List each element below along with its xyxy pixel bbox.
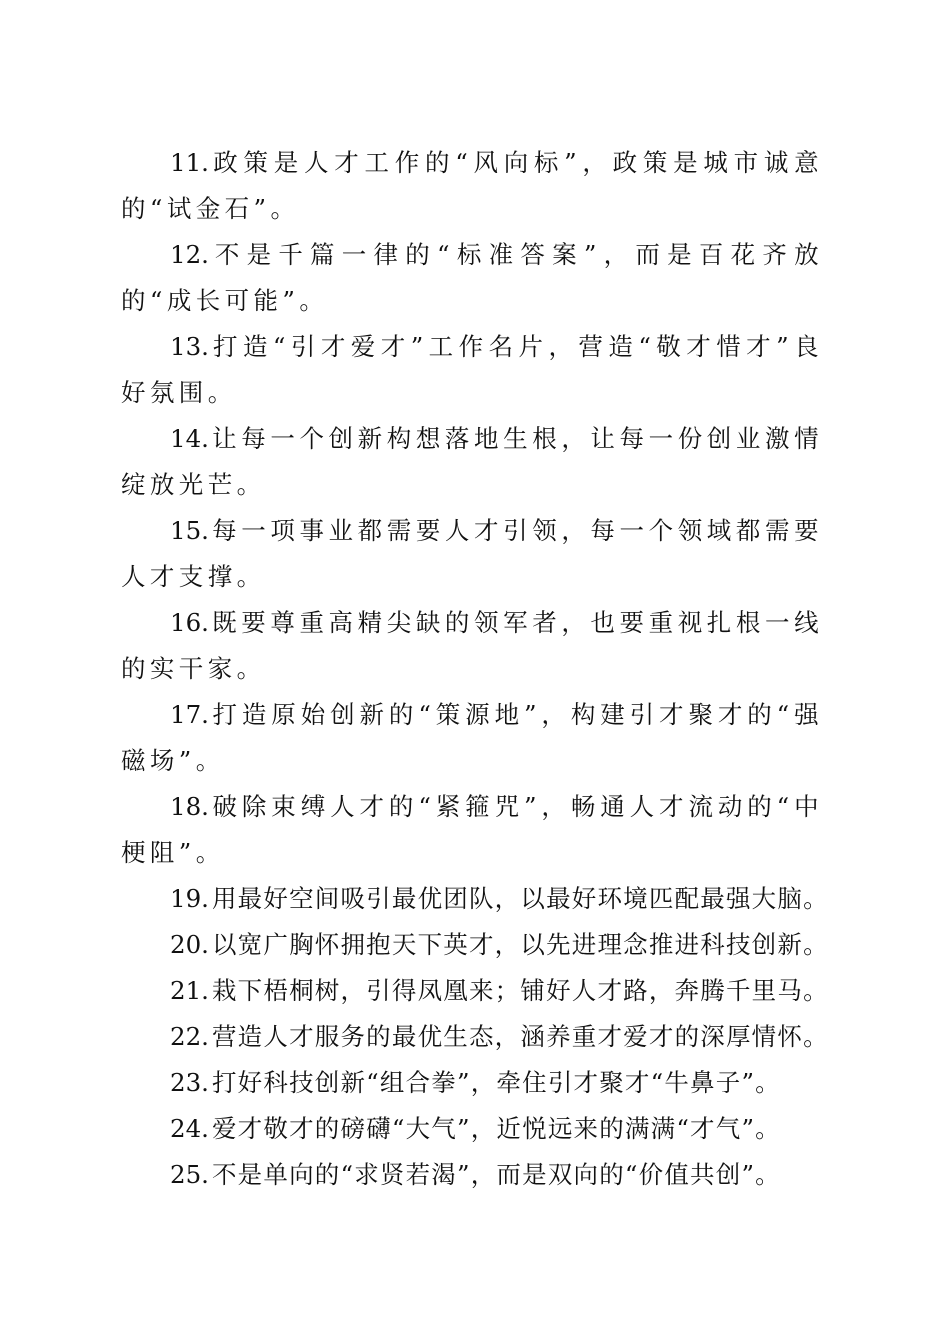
- item-number: 11.: [170, 148, 209, 177]
- item-text: 打造原始创新的“策源地”，构建引才聚才的“强磁场”。: [121, 700, 823, 775]
- item-number: 16.: [170, 608, 209, 637]
- item-number: 18.: [170, 792, 209, 821]
- item-text: 每一项事业都需要人才引领，每一个领域都需要人才支撑。: [121, 516, 823, 591]
- item-text: 栽下梧桐树，引得凤凰来；铺好人才路，奔腾千里马。: [211, 976, 829, 1005]
- paragraph-14: [121, 416, 823, 508]
- item-number: 25.: [170, 1160, 209, 1189]
- paragraph-20: [121, 922, 829, 968]
- item-number: 14.: [170, 424, 209, 453]
- item-text: 用最好空间吸引最优团队，以最好环境匹配最强大脑。: [211, 884, 829, 913]
- paragraph-11: [121, 140, 823, 232]
- item-number: 15.: [170, 516, 209, 545]
- document-page: [121, 140, 829, 1198]
- item-text: 不是千篇一律的“标准答案”，而是百花齐放的“成长可能”。: [121, 240, 823, 315]
- item-text: 不是单向的“求贤若渴”，而是双向的“价值共创”。: [211, 1160, 781, 1189]
- item-number: 24.: [170, 1114, 209, 1143]
- paragraph-16: [121, 600, 823, 692]
- item-text: 政策是人才工作的“风向标”，政策是城市诚意的“试金石”。: [121, 148, 823, 223]
- item-number: 19.: [170, 884, 209, 913]
- item-number: 21.: [170, 976, 209, 1005]
- paragraph-21: [121, 968, 829, 1014]
- item-text: 以宽广胸怀拥抱天下英才，以先进理念推进科技创新。: [211, 930, 829, 959]
- item-text: 让每一个创新构想落地生根，让每一份创业激情绽放光芒。: [121, 424, 823, 499]
- paragraph-17: [121, 692, 823, 784]
- item-text: 打好科技创新“组合拳”，牵住引才聚才“牛鼻子”。: [211, 1068, 781, 1097]
- item-text: 打造“引才爱才”工作名片，营造“敬才惜才”良好氛围。: [121, 332, 823, 407]
- item-number: 23.: [170, 1068, 209, 1097]
- item-text: 既要尊重高精尖缺的领军者，也要重视扎根一线的实干家。: [121, 608, 823, 683]
- paragraph-15: [121, 508, 823, 600]
- item-number: 17.: [170, 700, 209, 729]
- paragraph-13: [121, 324, 823, 416]
- item-number: 22.: [170, 1022, 209, 1051]
- paragraph-22: [121, 1014, 829, 1060]
- paragraph-24: [121, 1106, 823, 1152]
- item-number: 13.: [170, 332, 209, 361]
- item-text: 营造人才服务的最优生态，涵养重才爱才的深厚情怀。: [211, 1022, 829, 1051]
- paragraph-25: [121, 1152, 823, 1198]
- item-number: 20.: [170, 930, 209, 959]
- item-number: 12.: [170, 240, 209, 269]
- paragraph-12: [121, 232, 823, 324]
- paragraph-18: [121, 784, 823, 876]
- item-text: 破除束缚人才的“紧箍咒”，畅通人才流动的“中梗阻”。: [121, 792, 823, 867]
- paragraph-23: [121, 1060, 823, 1106]
- item-text: 爱才敬才的磅礴“大气”，近悦远来的满满“才气”。: [211, 1114, 781, 1143]
- paragraph-19: [121, 876, 829, 922]
